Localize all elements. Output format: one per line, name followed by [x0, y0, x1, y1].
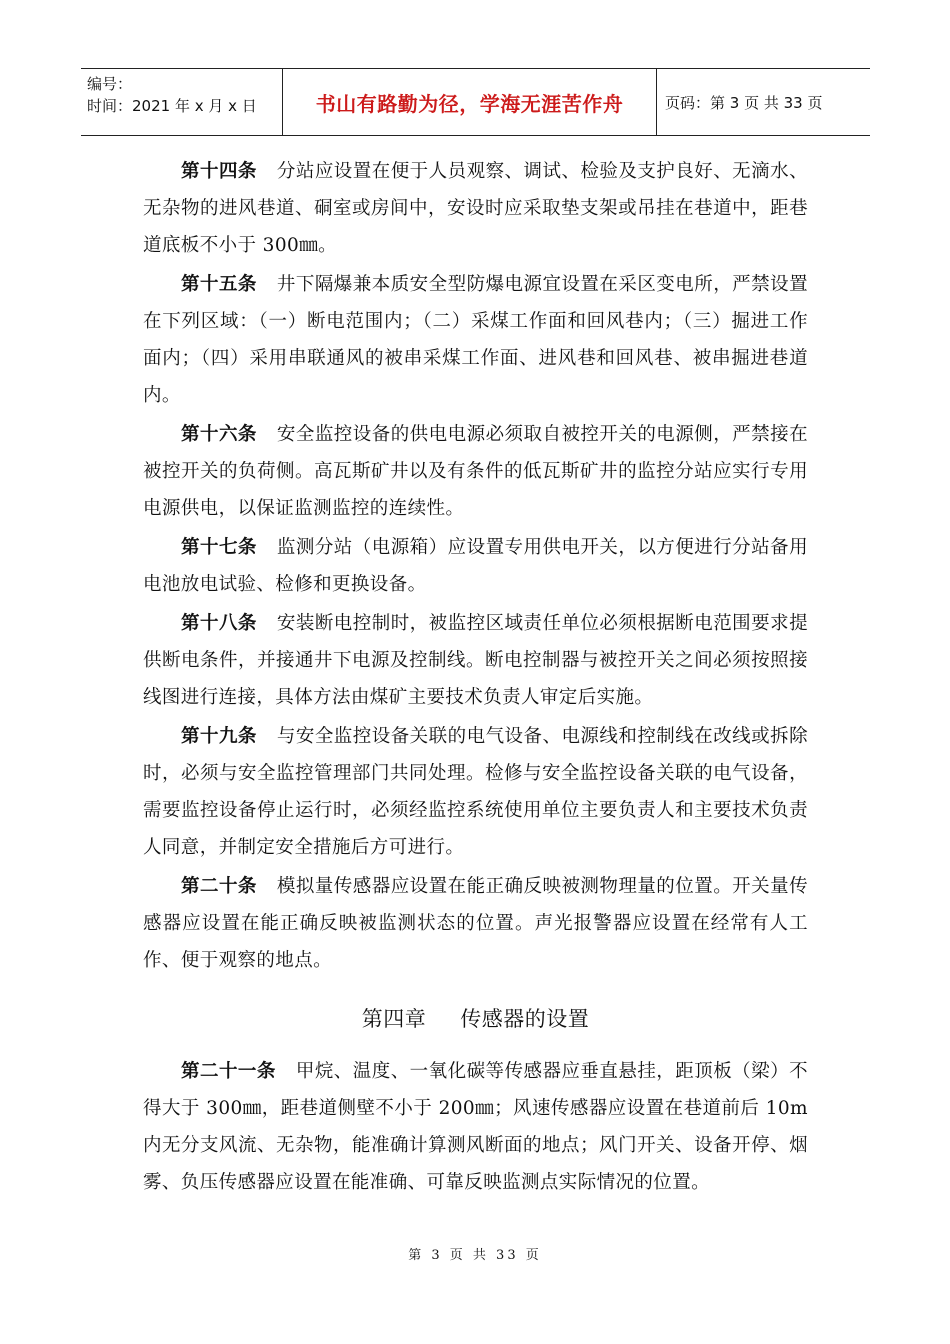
article: [143, 1053, 808, 1201]
header-meta: [81, 69, 283, 135]
article-number: 第十九条: [181, 726, 257, 747]
article-text: 分站应设置在便于人员观察、调试、检验及支护良好、无滴水、无杂物的进风巷道、硐室或房间中，安设时应采取垫支架或吊挂在巷道中，距巷道底板不小于 300㎜。: [143, 161, 808, 256]
article: [143, 529, 808, 603]
header-page-info: 页码：第 3 页 共 33 页: [665, 93, 823, 112]
article-text: 安全监控设备的供电电源必须取自被控开关的电源侧，严禁接在被控开关的负荷侧。高瓦斯矿井以及有条件的低瓦斯矿井的监控分站应实行专用电源供电，以保证监测监控的连续性。: [143, 424, 808, 519]
article-text: 与安全监控设备关联的电气设备、电源线和控制线在改线或拆除时，必须与安全监控管理部门共同处理。检修与安全监控设备关联的电气设备，需要监控设备停止运行时，必须经监控系统使用单位主要负责人和主要技术负责人同意，并制定安全措施后方可进行。: [143, 726, 808, 858]
document-body: [143, 153, 808, 1203]
time-label: 时间：2021 年 x 月 x 日: [87, 97, 257, 115]
article-number: 第十六条: [181, 424, 257, 445]
article: [143, 266, 808, 414]
article-text: 监测分站（电源箱）应设置专用供电开关，以方便进行分站备用电池放电试验、检修和更换设备。: [143, 537, 808, 595]
article-text: 井下隔爆兼本质安全型防爆电源宜设置在采区变电所，严禁设置在下列区域：（一）断电范围内；（二）采煤工作面和回风巷内；（三）掘进工作面内；（四）采用串联通风的被串采煤工作面、进风巷和回风巷、被串掘进巷道内。: [143, 274, 808, 406]
article-text: 甲烷、温度、一氧化碳等传感器应垂直悬挂，距顶板（梁）不得大于 300㎜，距巷道侧壁不小于 200㎜；风速传感器应设置在巷道前后 10m 内无分支风流、无杂物，能准确计算测风断面的地点；风门开关、设备开停、烟雾、负压传感器应设置在能准确、可靠反映监测点实际情况的位置。: [143, 1061, 808, 1193]
article: [143, 153, 808, 264]
chapter-title: 传感器的设置: [460, 1007, 590, 1031]
article-number: 第十八条: [181, 613, 257, 634]
article-number: 第十七条: [181, 537, 257, 558]
chapter-number: 第四章: [361, 1007, 427, 1031]
article-number: 第二十条: [181, 876, 257, 897]
article: [143, 718, 808, 866]
code-label: 编号：: [87, 75, 133, 93]
article: [143, 868, 808, 979]
article-number: 第二十一条: [181, 1061, 276, 1082]
document-header: [81, 68, 870, 136]
page-footer: 第 3 页 共 33 页: [408, 1248, 542, 1263]
article-text: 安装断电控制时，被监控区域责任单位必须根据断电范围要求提供断电条件，并接通井下电源及控制线。断电控制器与被控开关之间必须按照接线图进行连接，具体方法由煤矿主要技术负责人审定后实施。: [143, 613, 808, 708]
header-motto: 书山有路勤为径，学海无涯苦作舟: [283, 69, 657, 135]
chapter-heading: [143, 999, 808, 1039]
article-number: 第十五条: [181, 274, 257, 295]
article: [143, 605, 808, 716]
article: [143, 416, 808, 527]
article-number: 第十四条: [181, 161, 257, 182]
article-text: 模拟量传感器应设置在能正确反映被测物理量的位置。开关量传感器应设置在能正确反映被监测状态的位置。声光报警器应设置在经常有人工作、便于观察的地点。: [143, 876, 808, 971]
